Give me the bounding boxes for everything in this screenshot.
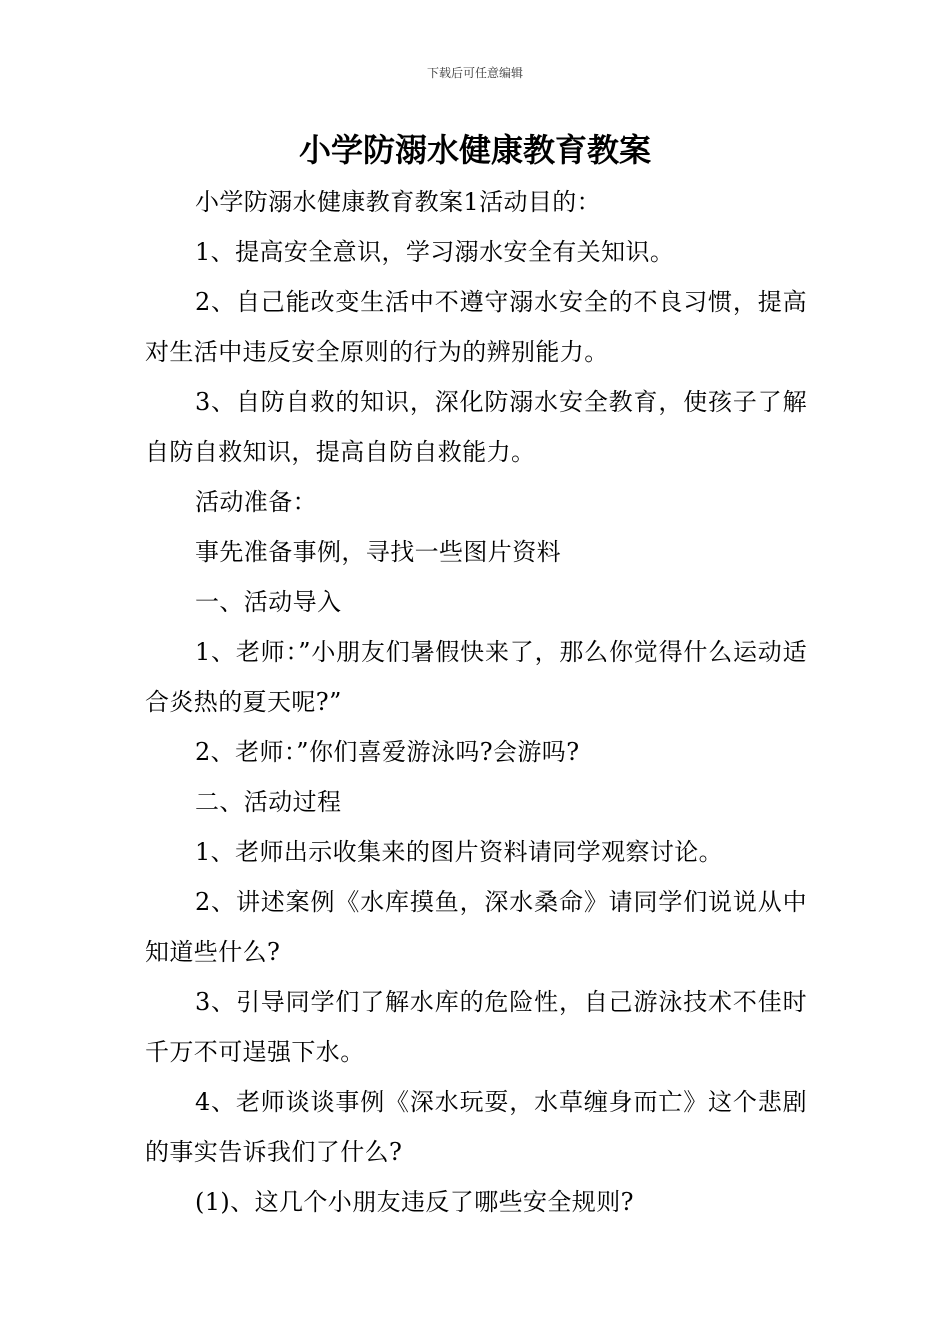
document-title: 小学防溺水健康教育教案 <box>298 131 651 169</box>
header-note: 下载后可任意编辑 <box>426 66 523 80</box>
paragraph-process-step-1: 1、老师出示收集来的图片资料请同学观察讨论。 <box>195 838 724 866</box>
paragraph-section-process-heading: 二、活动过程 <box>195 788 342 816</box>
paragraph-question-1: (1)、这几个小朋友违反了哪些安全规则? <box>195 1188 634 1216</box>
paragraph-process-step-3: 3、引导同学们了解水库的危险性，自己游泳技术不佳时千万不可逞强下水。 <box>145 988 807 1066</box>
paragraph-goal-3: 3、自防自救的知识，深化防溺水安全教育，使孩子了解自防自救知识，提高自防自救能力。 <box>145 388 807 466</box>
paragraph-preparation: 事先准备事例，寻找一些图片资料 <box>195 538 561 566</box>
paragraph-preparation-heading: 活动准备： <box>195 488 317 516</box>
paragraph-process-step-2: 2、讲述案例《水库摸鱼，深水桑命》请同学们说说从中知道些什么? <box>145 888 807 966</box>
paragraph-intro-step-2: 2、老师：”你们喜爱游泳吗?会游吗? <box>195 738 580 766</box>
paragraph-section-intro-heading: 一、活动导入 <box>195 588 342 616</box>
paragraph-intro: 小学防溺水健康教育教案1活动目的： <box>195 188 602 216</box>
paragraph-goal-1: 1、提高安全意识，学习溺水安全有关知识。 <box>195 238 675 266</box>
paragraph-goal-2: 2、自己能改变生活中不遵守溺水安全的不良习惯，提高对生活中违反安全原则的行为的辨别能力。 <box>145 288 807 366</box>
paragraph-process-step-4: 4、老师谈谈事例《深水玩耍，水草缠身而亡》这个悲剧的事实告诉我们了什么? <box>145 1088 807 1166</box>
document-body <box>145 177 807 1227</box>
paragraph-intro-step-1: 1、老师：”小朋友们暑假快来了，那么你觉得什么运动适合炎热的夏天呢?” <box>145 638 807 716</box>
